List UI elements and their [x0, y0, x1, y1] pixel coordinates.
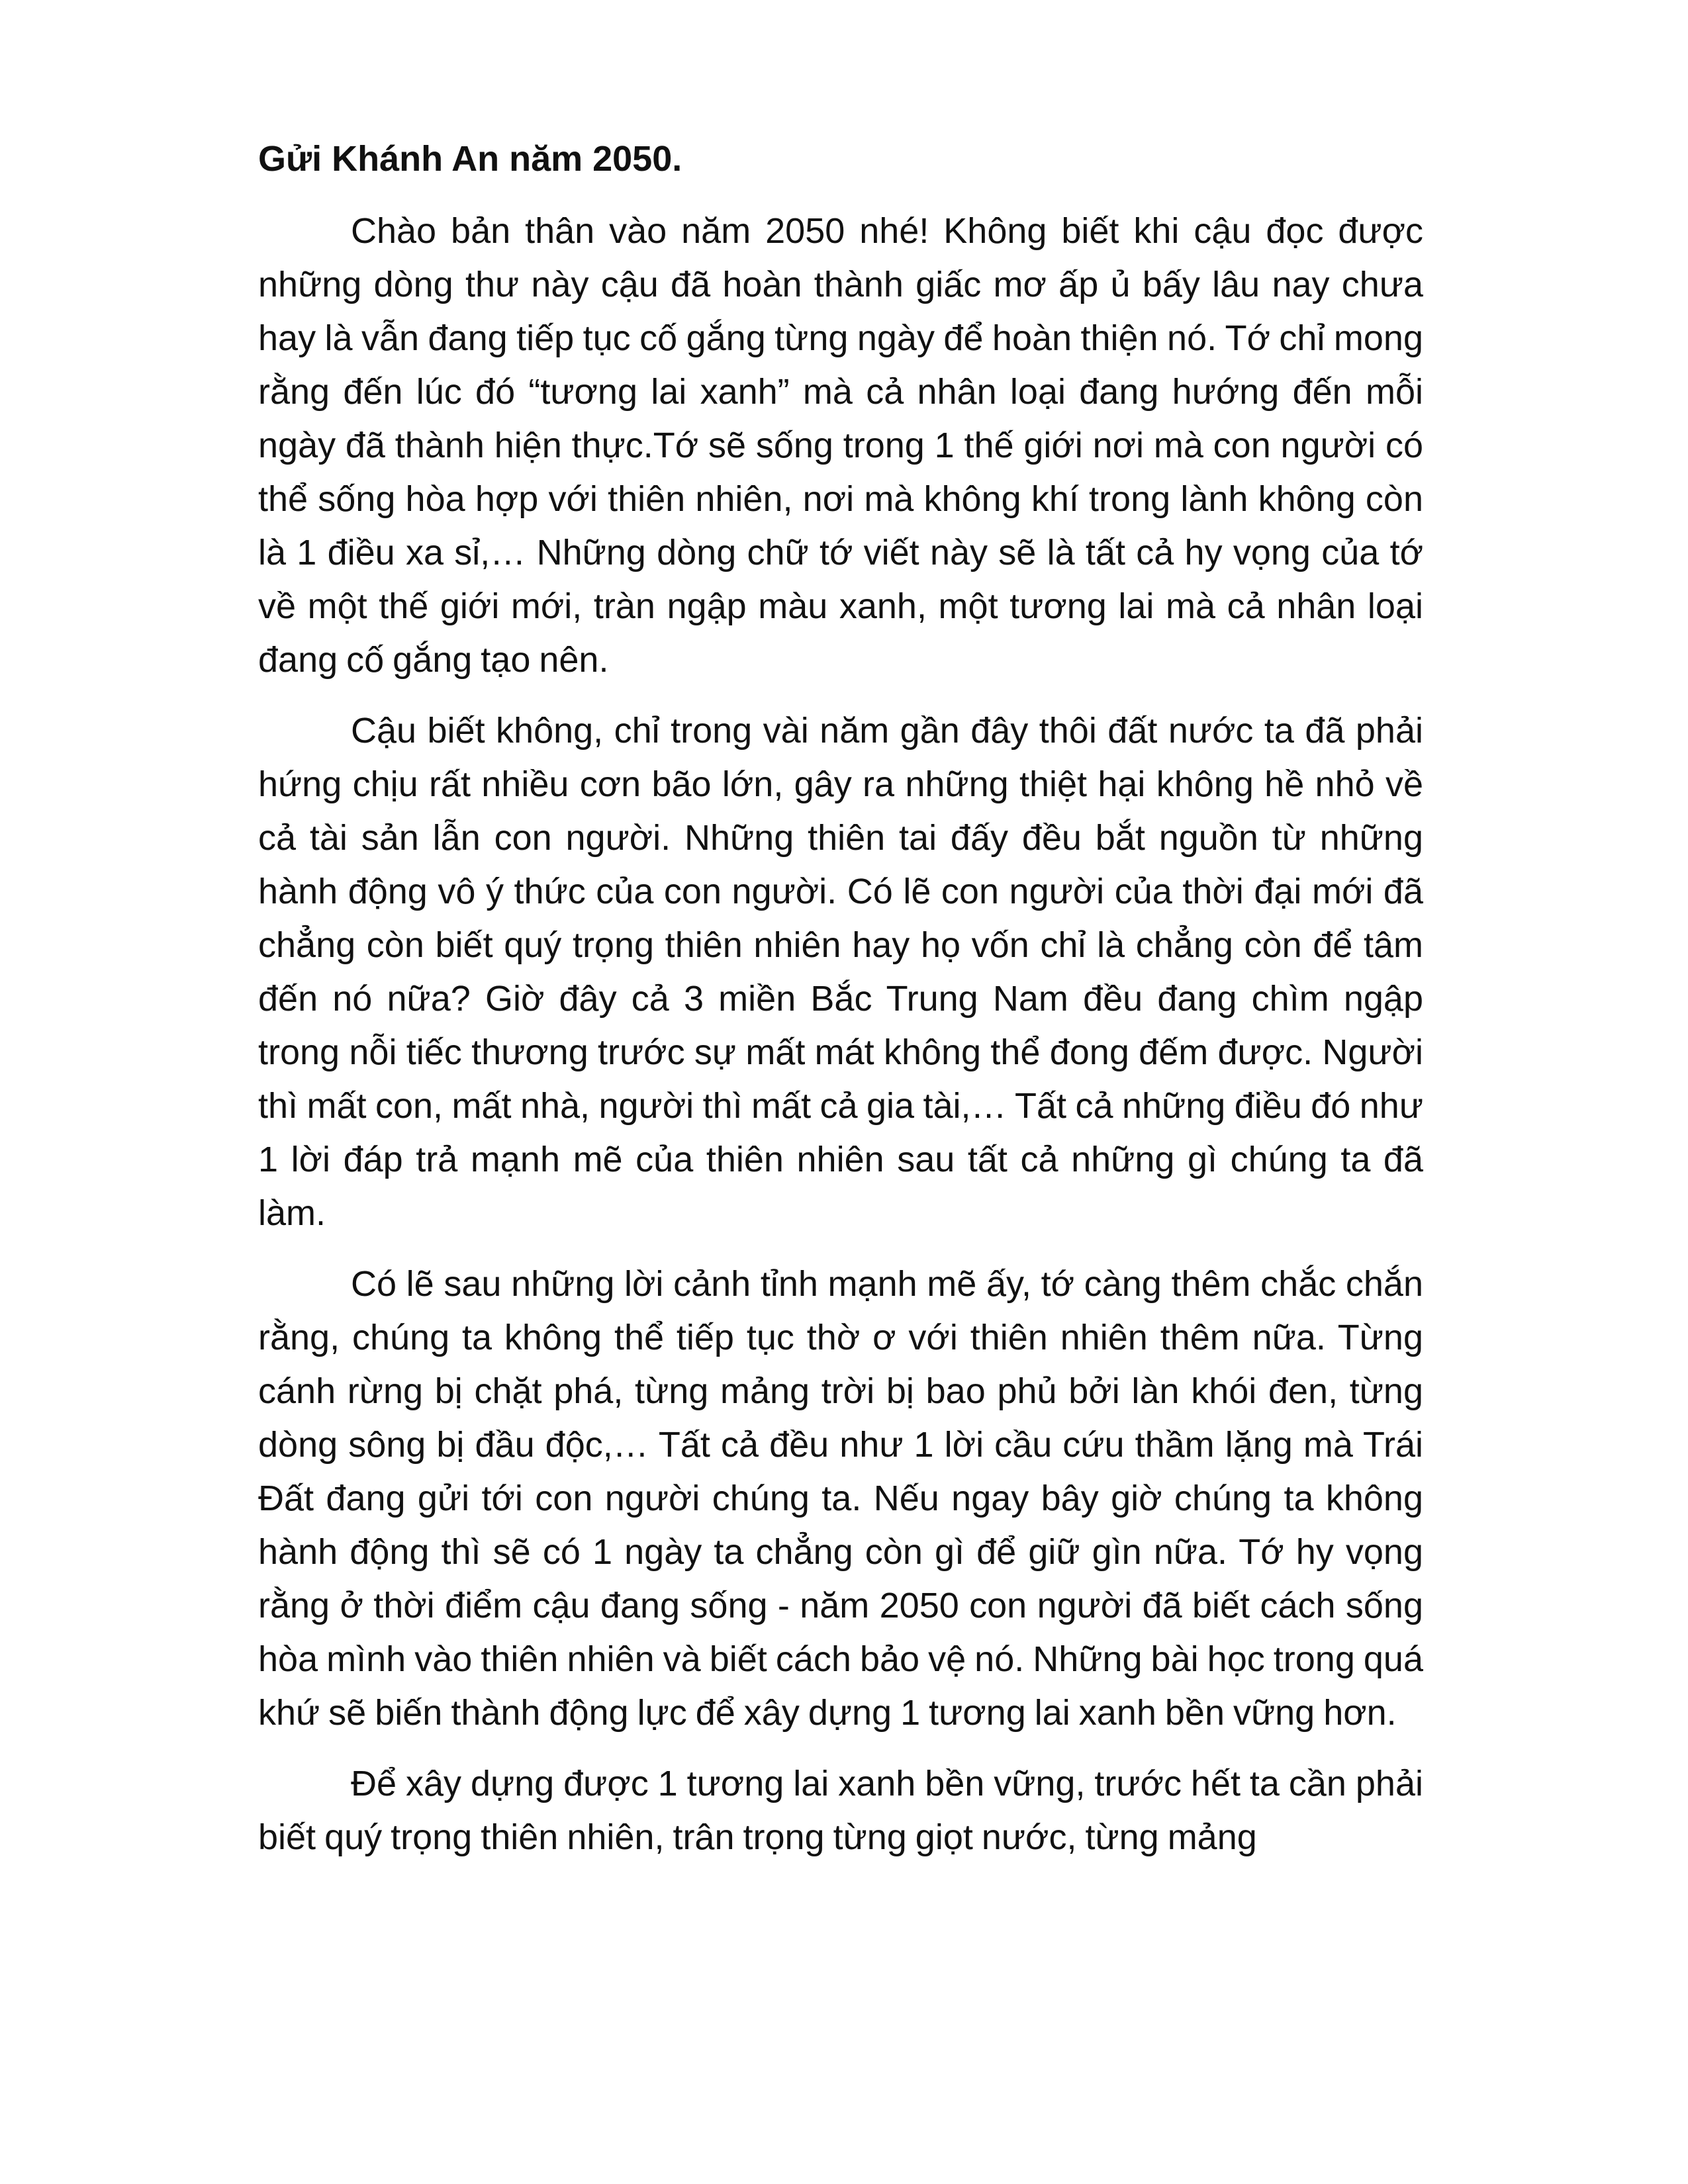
paragraph-4: Để xây dựng được 1 tương lai xanh bền vững, trước hết ta cần phải biết quý trọng thiên nhiên, trân trọng từng giọt nước, từng mảng: [258, 1764, 1423, 1857]
paragraph-1: Chào bản thân vào năm 2050 nhé! Không biết khi cậu đọc được những dòng thư này cậu đã hoàn thành giấc mơ ấp ủ bấy lâu nay chưa hay là vẫn đang tiếp tục cố gắng từng ngày để hoàn thiện nó. Tớ chỉ mong rằng đến lúc đó “tương lai xanh” mà cả nhân loại đang hướng đến mỗi ngày đã thành hiện thực.Tớ sẽ sống trong 1 thế giới nơi mà con người có thể sống hòa hợp với thiên nhiên, nơi mà không khí trong lành không còn là 1 điều xa sỉ,… Những dòng chữ tớ viết này sẽ là tất cả hy vọng của tớ về một thế giới mới, tràn ngập màu xanh, một tương lai mà cả nhân loại đang cố gắng tạo nên.: [258, 211, 1423, 680]
paragraph-3: Có lẽ sau những lời cảnh tỉnh mạnh mẽ ấy, tớ càng thêm chắc chắn rằng, chúng ta không thể tiếp tục thờ ơ với thiên nhiên thêm nữa. Từng cánh rừng bị chặt phá, từng mảng trời bị bao phủ bởi làn khói đen, từng dòng sông bị đầu độc,… Tất cả đều như 1 lời cầu cứu thầm lặng mà Trái Đất đang gửi tới con người chúng ta. Nếu ngay bây giờ chúng ta không hành động thì sẽ có 1 ngày ta chẳng còn gì để giữ gìn nữa. Tớ hy vọng rằng ở thời điểm cậu đang sống - năm 2050 con người đã biết cách sống hòa mình vào thiên nhiên và biết cách bảo vệ nó. Những bài học trong quá khứ sẽ biến thành động lực để xây dựng 1 tương lai xanh bền vững hơn.: [258, 1264, 1423, 1733]
paragraph-2: Cậu biết không, chỉ trong vài năm gần đây thôi đất nước ta đã phải hứng chịu rất nhiều cơn bão lớn, gây ra những thiệt hại không hề nhỏ về cả tài sản lẫn con người. Những thiên tai đấy đều bắt nguồn từ những hành động vô ý thức của con người. Có lẽ con người của thời đại mới đã chẳng còn biết quý trọng thiên nhiên hay họ vốn chỉ là chẳng còn để tâm đến nó nữa? Giờ đây cả 3 miền Bắc Trung Nam đều đang chìm ngập trong nỗi tiếc thương trước sự mất mát không thể đong đếm được. Người thì mất con, mất nhà, người thì mất cả gia tài,… Tất cả những điều đó như 1 lời đáp trả mạnh mẽ của thiên nhiên sau tất cả những gì chúng ta đã làm.: [258, 711, 1423, 1233]
letter-body: [258, 132, 1423, 1882]
letter-title: Gửi Khánh An năm 2050.: [258, 139, 682, 179]
